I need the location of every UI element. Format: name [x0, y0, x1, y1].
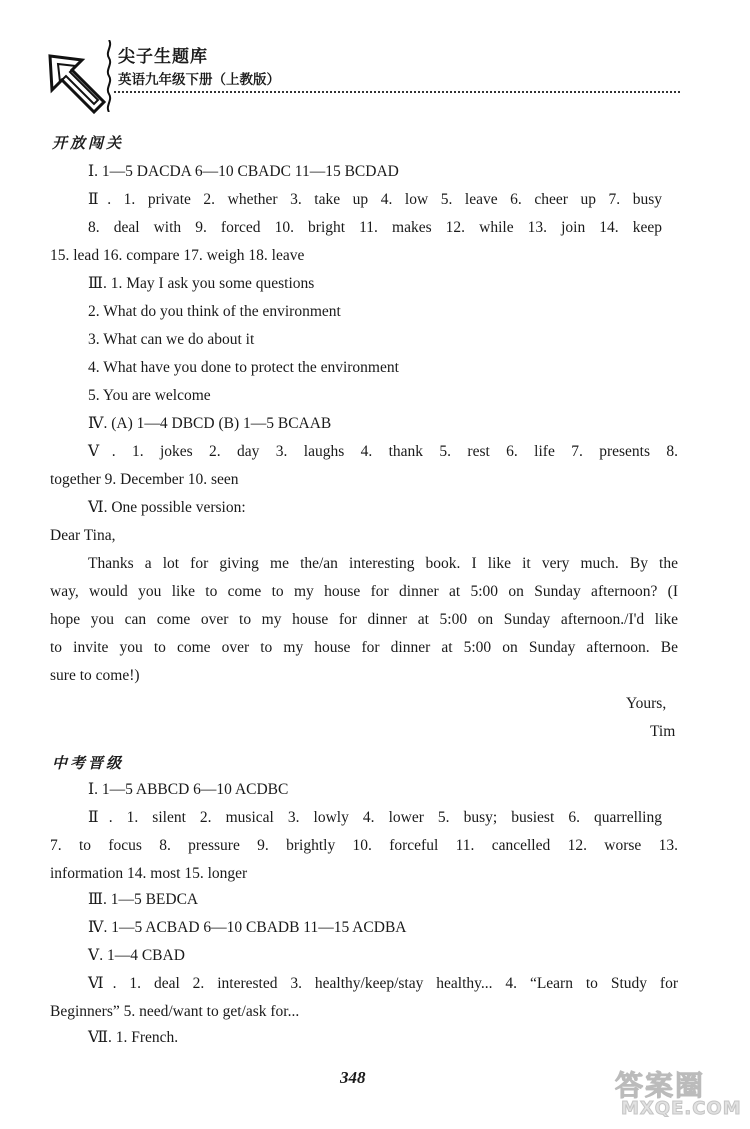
- letter-body-line: way, would you like to come to my house for dinner at 5:00 on Sunday afternoon? (I: [50, 583, 678, 600]
- answer-line: Ⅴ. 1—4 CBAD: [88, 947, 185, 964]
- letter-body-line: hope you can come over to my house for dinner at 5:00 on Sunday afternoon./I'd like: [50, 611, 678, 628]
- answer-line: Ⅱ. 1. silent 2. musical 3. lowly 4. lower 5. busy; busiest 6. quarrelling: [88, 809, 662, 826]
- section-heading-exam: 中考晋级: [52, 754, 125, 772]
- answer-line: 5. You are welcome: [88, 387, 211, 404]
- answer-line: Ⅶ. 1. French.: [88, 1029, 179, 1046]
- answer-line: Ⅰ. 1—5 ABBCD 6—10 ACDBC: [88, 781, 289, 798]
- wavy-divider-icon: [104, 40, 114, 112]
- answer-line: information 14. most 15. longer: [50, 865, 248, 882]
- answer-line: 15. lead 16. compare 17. weigh 18. leave: [50, 247, 305, 264]
- letter-body-line: sure to come!): [50, 667, 140, 684]
- arrow-logo-icon: [48, 54, 108, 116]
- book-subtitle: 英语九年级下册（上教版）: [118, 72, 280, 88]
- section-heading-open: 开放闯关: [52, 134, 125, 152]
- answer-line: Ⅰ. 1—5 DACDA 6—10 CBADC 11—15 BCDAD: [88, 163, 399, 180]
- book-title: 尖子生题库: [118, 47, 208, 67]
- watermark-url: MXQE.COM: [621, 1098, 742, 1119]
- answer-line: 2. What do you think of the environment: [88, 303, 341, 320]
- letter-signature: Tim: [650, 723, 676, 740]
- answer-line: Ⅱ. 1. private 2. whether 3. take up 4. low 5. leave 6. cheer up 7. busy: [88, 191, 662, 208]
- page-number: 348: [340, 1068, 366, 1087]
- answer-line: 7. to focus 8. pressure 9. brightly 10. forceful 11. cancelled 12. worse 13.: [50, 837, 678, 854]
- answer-line: Ⅲ. 1. May I ask you some questions: [88, 275, 315, 292]
- book-header: [40, 36, 680, 116]
- answer-line: Ⅳ. 1—5 ACBAD 6—10 CBADB 11—15 ACDBA: [88, 919, 407, 936]
- answer-line: 8. deal with 9. forced 10. bright 11. makes 12. while 13. join 14. keep: [88, 219, 662, 236]
- letter-greeting: Dear Tina,: [50, 527, 116, 544]
- watermark-text: 答案圈: [615, 1069, 706, 1102]
- letter-body-line: to invite you to come over to my house for dinner at 5:00 on Sunday afternoon. Be: [50, 639, 678, 656]
- letter-body-line: Thanks a lot for giving me the/an interesting book. I like it very much. By the: [88, 555, 678, 572]
- answer-line: together 9. December 10. seen: [50, 471, 239, 488]
- answer-line: Ⅴ. 1. jokes 2. day 3. laughs 4. thank 5. rest 6. life 7. presents 8.: [88, 443, 678, 460]
- answer-line: Beginners” 5. need/want to get/ask for...: [50, 1003, 300, 1020]
- header-dotted-rule: [114, 91, 680, 93]
- answer-line: 3. What can we do about it: [88, 331, 255, 348]
- answer-line: Ⅳ. (A) 1—4 DBCD (B) 1—5 BCAAB: [88, 415, 332, 432]
- answer-line: Ⅵ. One possible version:: [88, 499, 246, 516]
- site-watermark: [615, 1058, 745, 1124]
- answer-line: Ⅲ. 1—5 BEDCA: [88, 891, 199, 908]
- answer-line: 4. What have you done to protect the environment: [88, 359, 399, 376]
- letter-closing: Yours,: [626, 695, 667, 712]
- answer-line: Ⅵ. 1. deal 2. interested 3. healthy/keep/stay healthy... 4. “Learn to Study for: [88, 975, 678, 992]
